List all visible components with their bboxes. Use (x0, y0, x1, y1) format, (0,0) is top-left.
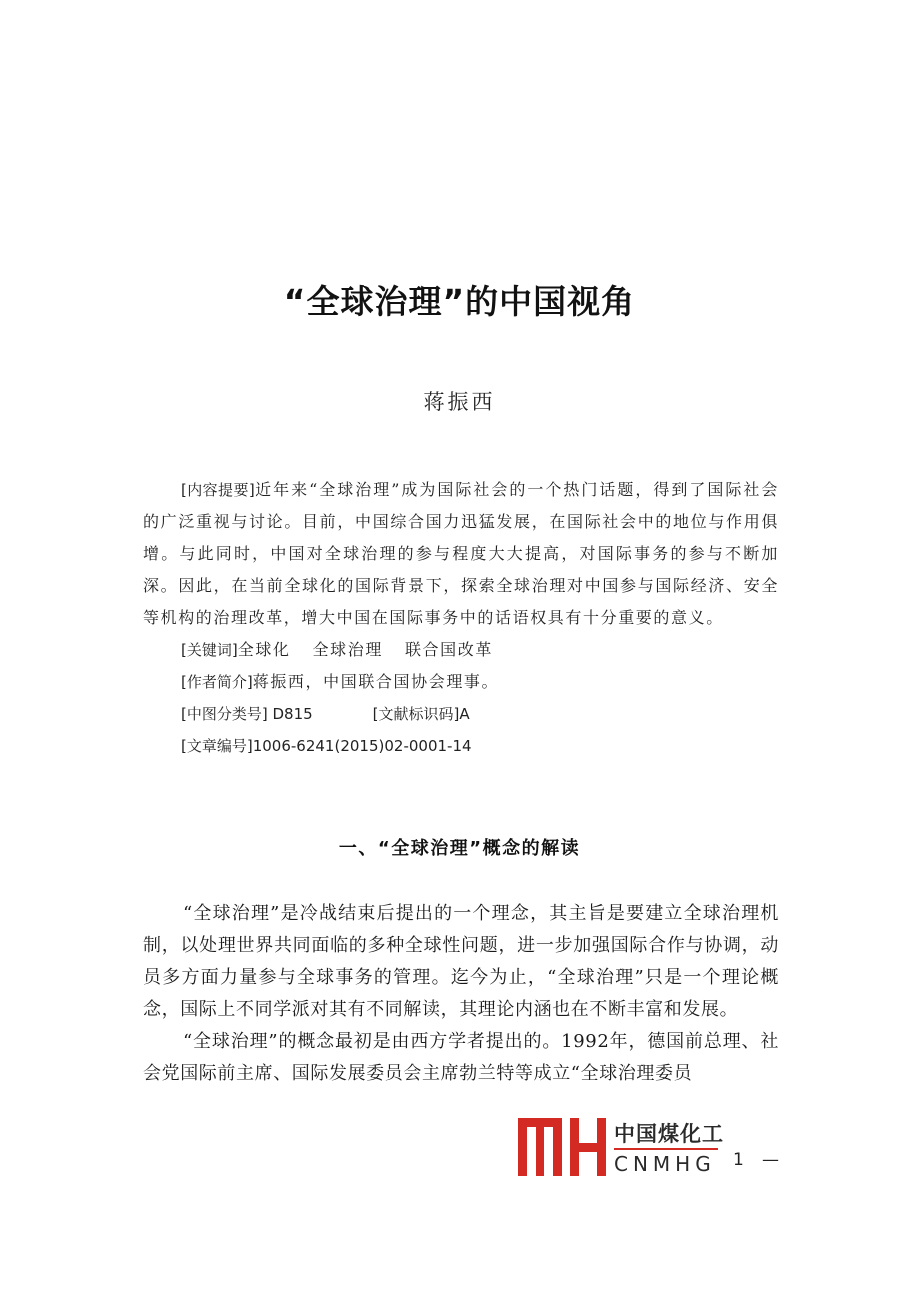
article-number-value: 1006-6241(2015)02-0001-14 (252, 737, 472, 755)
page-number-dash: — (762, 1150, 779, 1170)
body-paragraph: “全球治理”是冷战结束后提出的一个理念，其主旨是要建立全球治理机制，以处理世界共同面临的多种全球性问题，进一步加强国际合作与协调，动员多方面力量参与全球事务的管理。迄今为止，“全球治理”只是一个理论概念，国际上不同学派对其有不同解读，其理论内涵也在不断丰富和发展。 (143, 903, 779, 1020)
clc-label: [中图分类号] (181, 705, 268, 723)
author-bio-text: 蒋振西，中国联合国协会理事。 (252, 672, 500, 691)
section-heading: 一、“全球治理”概念的解读 (338, 838, 581, 859)
abstract-block (143, 474, 779, 762)
article-number-line (143, 730, 779, 762)
logo-english-text: CNMHG (614, 1152, 716, 1176)
watermark-logo (518, 1118, 724, 1180)
cnmhg-logo-icon (518, 1118, 606, 1176)
logo-divider (614, 1148, 718, 1150)
keyword-item: 联合国改革 (404, 640, 493, 659)
article-number-label: [文章编号] (181, 737, 253, 755)
keywords-label: [关键词] (181, 641, 238, 659)
author-bio-line (143, 666, 779, 698)
doc-code-value: A (459, 705, 470, 723)
abstract-paragraph (143, 474, 779, 634)
page-number: 1 (733, 1150, 744, 1170)
abstract-label: [内容提要] (181, 481, 255, 499)
author-bio-label: [作者简介] (181, 673, 253, 691)
abstract-text: 近年来“全球治理”成为国际社会的一个热门话题，得到了国际社会的广泛重视与讨论。目前，中国综合国力迅猛发展，在国际社会中的地位与作用俱增。与此同时，中国对全球治理的参与程度大大提高，对国际事务的参与不断加深。因此，在当前全球化的国际背景下，探索全球治理对中国参与国际经济、安全等机构的治理改革，增大中国在国际事务中的话语权具有十分重要的意义。 (143, 480, 779, 627)
article-author: 蒋振西 (423, 390, 496, 414)
logo-chinese-text: 中国煤化工 (614, 1122, 724, 1146)
article-title: “全球治理”的中国视角 (283, 282, 636, 321)
doc-code-label: [文献标识码] (372, 705, 460, 723)
keyword-item: 全球治理 (312, 640, 383, 659)
classification-line (143, 698, 779, 730)
clc-value: D815 (267, 705, 313, 723)
keyword-item: 全球化 (237, 640, 291, 659)
keywords-line (143, 634, 779, 666)
body-paragraph: “全球治理”的概念最初是由西方学者提出的。1992年，德国前总理、社会党国际前主席、国际发展委员会主席勃兰特等成立“全球治理委员 (143, 1031, 779, 1084)
section-body (143, 898, 779, 1090)
